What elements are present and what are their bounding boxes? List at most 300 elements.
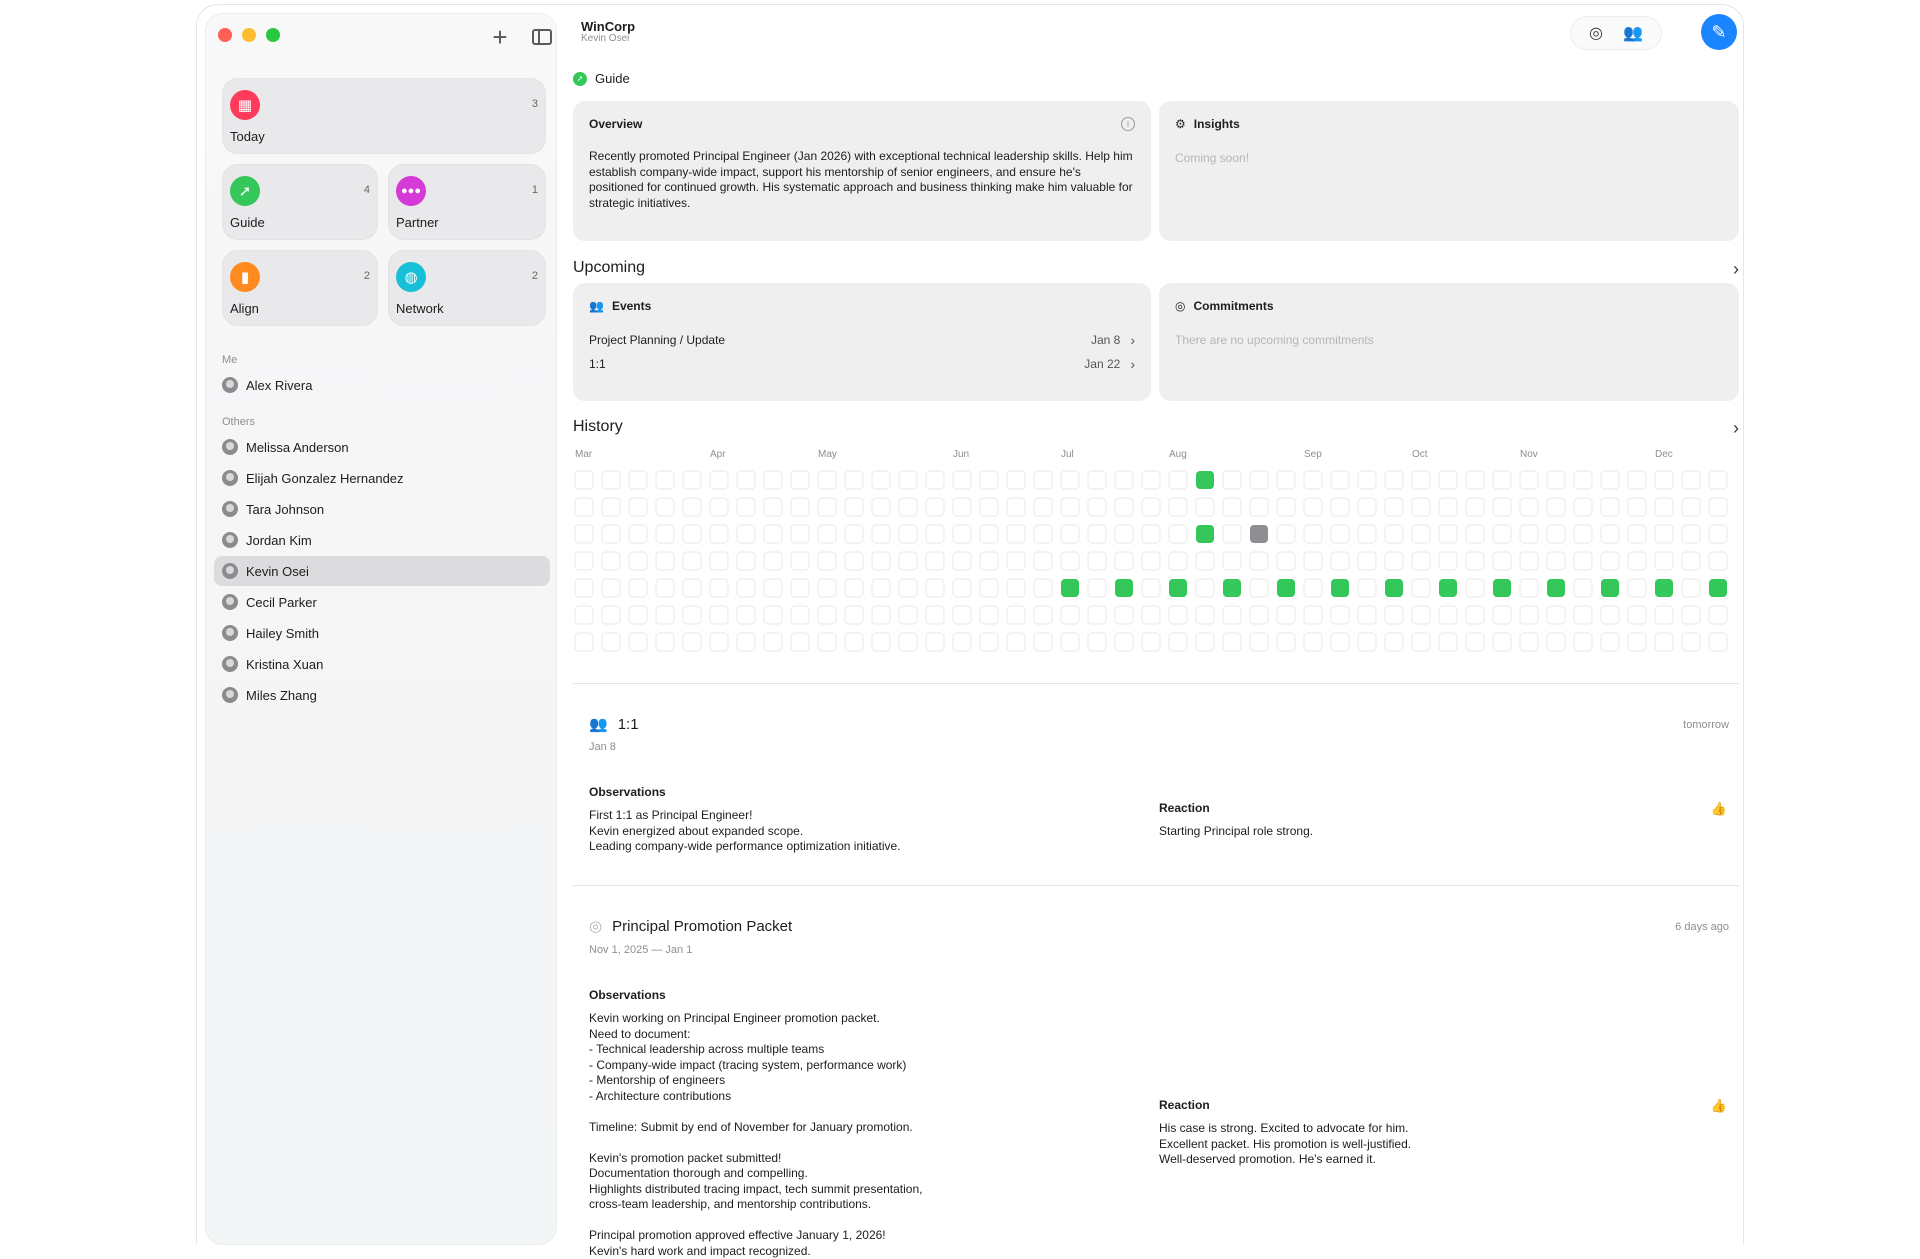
history-cell-empty[interactable] [1655,633,1673,651]
history-cell-empty[interactable] [1304,579,1322,597]
history-cell-empty[interactable] [872,633,890,651]
history-cell-empty[interactable] [980,552,998,570]
history-cell-empty[interactable] [737,633,755,651]
history-cell-empty[interactable] [1682,525,1700,543]
history-cell-empty[interactable] [683,471,701,489]
history-cell-empty[interactable] [1223,633,1241,651]
history-cell-active[interactable] [1196,471,1214,489]
history-cell-empty[interactable] [899,579,917,597]
history-cell-empty[interactable] [1709,525,1727,543]
sidebar-person[interactable] [214,494,550,524]
history-cell-empty[interactable] [1196,579,1214,597]
history-cell-empty[interactable] [1277,498,1295,516]
history-cell-empty[interactable] [656,552,674,570]
history-cell-empty[interactable] [1466,552,1484,570]
history-cell-empty[interactable] [737,606,755,624]
history-cell-empty[interactable] [1601,552,1619,570]
history-cell-empty[interactable] [1412,498,1430,516]
history-cell-empty[interactable] [1412,471,1430,489]
history-cell-empty[interactable] [683,525,701,543]
history-cell-empty[interactable] [710,606,728,624]
history-cell-empty[interactable] [791,525,809,543]
people-icon[interactable]: 👥 [1623,25,1643,42]
history-cell-active[interactable] [1061,579,1079,597]
history-cell-empty[interactable] [602,633,620,651]
history-cell-empty[interactable] [1439,525,1457,543]
history-cell-empty[interactable] [602,552,620,570]
history-cell-empty[interactable] [1277,525,1295,543]
history-cell-empty[interactable] [1682,606,1700,624]
history-cell-empty[interactable] [872,579,890,597]
history-cell-empty[interactable] [1628,633,1646,651]
history-cell-empty[interactable] [764,471,782,489]
history-cell-empty[interactable] [1277,633,1295,651]
sidebar-toggle-icon[interactable] [530,26,554,48]
entry-title[interactable] [589,917,792,935]
history-cell-empty[interactable] [1142,633,1160,651]
history-cell-empty[interactable] [791,633,809,651]
history-cell-empty[interactable] [953,525,971,543]
history-cell-empty[interactable] [1412,606,1430,624]
history-cell-empty[interactable] [1655,498,1673,516]
history-cell-empty[interactable] [1142,606,1160,624]
history-cell-empty[interactable] [710,525,728,543]
history-cell-empty[interactable] [1466,606,1484,624]
history-cell-empty[interactable] [1385,606,1403,624]
history-cell-empty[interactable] [629,525,647,543]
history-cell-empty[interactable] [1520,633,1538,651]
history-cell-empty[interactable] [602,525,620,543]
history-cell-empty[interactable] [1007,579,1025,597]
history-cell-empty[interactable] [1520,525,1538,543]
history-cell-active[interactable] [1277,579,1295,597]
history-cell-empty[interactable] [1520,579,1538,597]
history-cell-empty[interactable] [1385,552,1403,570]
history-cell-empty[interactable] [1196,633,1214,651]
history-cell-empty[interactable] [1520,552,1538,570]
history-cell-empty[interactable] [1088,579,1106,597]
history-cell-empty[interactable] [1115,633,1133,651]
history-cell-empty[interactable] [1088,498,1106,516]
history-cell-empty[interactable] [926,606,944,624]
history-cell-empty[interactable] [737,552,755,570]
history-cell-empty[interactable] [710,498,728,516]
history-cell-empty[interactable] [683,552,701,570]
history-cell-empty[interactable] [629,579,647,597]
history-cell-empty[interactable] [926,471,944,489]
history-cell-empty[interactable] [656,579,674,597]
history-cell-empty[interactable] [1034,471,1052,489]
history-cell-empty[interactable] [953,579,971,597]
history-cell-empty[interactable] [1169,525,1187,543]
tile-partner[interactable] [388,164,546,240]
history-cell-empty[interactable] [818,633,836,651]
history-cell-empty[interactable] [980,579,998,597]
history-cell-empty[interactable] [683,579,701,597]
sidebar-person[interactable] [214,587,550,617]
history-cell-empty[interactable] [1709,498,1727,516]
history-cell-empty[interactable] [710,579,728,597]
history-cell-empty[interactable] [845,606,863,624]
history-cell-empty[interactable] [818,498,836,516]
history-cell-empty[interactable] [1169,552,1187,570]
chevron-right-icon[interactable]: › [1733,259,1739,279]
close-window-button[interactable] [218,28,232,42]
history-cell-empty[interactable] [1574,606,1592,624]
history-cell-empty[interactable] [791,552,809,570]
history-cell-empty[interactable] [845,525,863,543]
history-cell-empty[interactable] [1493,471,1511,489]
history-cell-empty[interactable] [899,633,917,651]
history-cell-empty[interactable] [1628,471,1646,489]
sidebar-person-selected[interactable] [214,556,550,586]
history-cell-empty[interactable] [1547,633,1565,651]
history-cell-empty[interactable] [1547,525,1565,543]
sidebar-person[interactable] [214,463,550,493]
history-cell-active[interactable] [1655,579,1673,597]
history-cell-empty[interactable] [629,471,647,489]
history-cell-empty[interactable] [818,471,836,489]
history-cell-empty[interactable] [926,579,944,597]
history-cell-empty[interactable] [818,579,836,597]
history-cell-active[interactable] [1331,579,1349,597]
history-cell-empty[interactable] [1034,525,1052,543]
history-cell-empty[interactable] [1574,471,1592,489]
history-cell-empty[interactable] [1601,471,1619,489]
tile-guide[interactable] [222,164,378,240]
history-cell-empty[interactable] [683,606,701,624]
history-cell-empty[interactable] [1331,633,1349,651]
history-cell-empty[interactable] [1142,498,1160,516]
history-cell-empty[interactable] [602,579,620,597]
history-cell-empty[interactable] [1304,525,1322,543]
history-cell-empty[interactable] [953,606,971,624]
history-cell-empty[interactable] [1142,579,1160,597]
history-cell-empty[interactable] [629,606,647,624]
history-cell-empty[interactable] [1223,606,1241,624]
history-cell-empty[interactable] [1655,606,1673,624]
history-cell-empty[interactable] [1466,633,1484,651]
history-cell-empty[interactable] [1547,498,1565,516]
history-cell-empty[interactable] [1169,633,1187,651]
history-cell-active[interactable] [1601,579,1619,597]
history-cell-empty[interactable] [710,552,728,570]
chevron-right-icon[interactable]: › [1733,418,1739,438]
history-cell-empty[interactable] [899,471,917,489]
history-cell-empty[interactable] [1115,552,1133,570]
history-cell-empty[interactable] [764,633,782,651]
history-cell-empty[interactable] [764,579,782,597]
sidebar-person[interactable] [214,618,550,648]
history-cell-empty[interactable] [1169,471,1187,489]
history-cell-empty[interactable] [1601,606,1619,624]
history-cell-empty[interactable] [1115,606,1133,624]
history-cell-empty[interactable] [1304,633,1322,651]
history-cell-empty[interactable] [1574,525,1592,543]
history-cell-empty[interactable] [737,498,755,516]
history-cell-empty[interactable] [1574,633,1592,651]
history-cell-empty[interactable] [656,606,674,624]
history-cell-empty[interactable] [1061,498,1079,516]
history-cell-empty[interactable] [845,633,863,651]
history-cell-empty[interactable] [602,498,620,516]
history-cell-empty[interactable] [737,579,755,597]
history-cell-empty[interactable] [1196,498,1214,516]
history-cell-empty[interactable] [1601,525,1619,543]
history-cell-empty[interactable] [1682,498,1700,516]
history-cell-empty[interactable] [1061,633,1079,651]
history-cell-empty[interactable] [1007,525,1025,543]
history-cell-empty[interactable] [764,606,782,624]
history-cell-empty[interactable] [1331,471,1349,489]
history-cell-empty[interactable] [872,525,890,543]
history-cell-empty[interactable] [1439,471,1457,489]
history-cell-empty[interactable] [1196,552,1214,570]
history-cell-empty[interactable] [1034,633,1052,651]
history-cell-empty[interactable] [1304,471,1322,489]
history-cell-empty[interactable] [1358,525,1376,543]
history-cell-empty[interactable] [1250,552,1268,570]
history-cell-empty[interactable] [575,471,593,489]
history-cell-empty[interactable] [1547,471,1565,489]
history-cell-empty[interactable] [1385,633,1403,651]
history-cell-empty[interactable] [1358,552,1376,570]
history-cell-empty[interactable] [1385,498,1403,516]
history-cell-empty[interactable] [980,498,998,516]
history-cell-gray[interactable] [1250,525,1268,543]
history-cell-empty[interactable] [1331,525,1349,543]
history-cell-empty[interactable] [899,606,917,624]
history-cell-empty[interactable] [1412,579,1430,597]
history-cell-empty[interactable] [1007,633,1025,651]
history-cell-empty[interactable] [629,552,647,570]
history-cell-empty[interactable] [1061,471,1079,489]
history-cell-empty[interactable] [1547,606,1565,624]
minimize-window-button[interactable] [242,28,256,42]
history-cell-empty[interactable] [980,525,998,543]
history-cell-empty[interactable] [764,498,782,516]
history-cell-empty[interactable] [1601,498,1619,516]
history-cell-empty[interactable] [575,498,593,516]
history-cell-empty[interactable] [1115,525,1133,543]
history-cell-empty[interactable] [1493,525,1511,543]
history-cell-empty[interactable] [602,471,620,489]
history-cell-empty[interactable] [1574,498,1592,516]
history-cell-empty[interactable] [1115,471,1133,489]
history-cell-empty[interactable] [764,552,782,570]
history-cell-empty[interactable] [1304,498,1322,516]
history-cell-empty[interactable] [1520,606,1538,624]
history-cell-empty[interactable] [1277,471,1295,489]
history-cell-empty[interactable] [953,498,971,516]
history-cell-empty[interactable] [1331,606,1349,624]
history-cell-empty[interactable] [1628,606,1646,624]
history-cell-empty[interactable] [1655,471,1673,489]
history-cell-empty[interactable] [1439,633,1457,651]
history-cell-empty[interactable] [1709,606,1727,624]
sidebar-person[interactable] [214,525,550,555]
history-cell-empty[interactable] [1088,525,1106,543]
history-cell-empty[interactable] [1250,498,1268,516]
history-cell-empty[interactable] [791,471,809,489]
history-cell-active[interactable] [1115,579,1133,597]
history-cell-empty[interactable] [1007,498,1025,516]
history-cell-empty[interactable] [1169,498,1187,516]
history-cell-empty[interactable] [1088,471,1106,489]
history-cell-empty[interactable] [1628,498,1646,516]
history-cell-empty[interactable] [845,579,863,597]
history-cell-empty[interactable] [1358,606,1376,624]
history-cell-empty[interactable] [1250,606,1268,624]
history-cell-empty[interactable] [926,498,944,516]
history-cell-empty[interactable] [1709,471,1727,489]
history-cell-empty[interactable] [602,606,620,624]
history-cell-empty[interactable] [1061,552,1079,570]
history-cell-empty[interactable] [575,606,593,624]
history-cell-empty[interactable] [872,471,890,489]
event-row[interactable] [589,355,1135,373]
tile-align[interactable] [222,250,378,326]
history-cell-empty[interactable] [1655,525,1673,543]
history-cell-empty[interactable] [953,552,971,570]
history-cell-empty[interactable] [1466,525,1484,543]
history-cell-empty[interactable] [818,606,836,624]
history-cell-empty[interactable] [818,525,836,543]
history-cell-empty[interactable] [1412,633,1430,651]
history-cell-empty[interactable] [1385,471,1403,489]
history-cell-empty[interactable] [1115,498,1133,516]
history-cell-empty[interactable] [872,498,890,516]
history-cell-empty[interactable] [1358,633,1376,651]
history-cell-empty[interactable] [980,606,998,624]
history-cell-empty[interactable] [1061,525,1079,543]
history-cell-empty[interactable] [1493,633,1511,651]
history-cell-empty[interactable] [1412,552,1430,570]
history-cell-empty[interactable] [656,525,674,543]
history-cell-empty[interactable] [1574,579,1592,597]
tile-today[interactable] [222,78,546,154]
history-cell-active[interactable] [1223,579,1241,597]
history-cell-empty[interactable] [1709,552,1727,570]
history-cell-active[interactable] [1169,579,1187,597]
history-cell-empty[interactable] [926,633,944,651]
history-cell-active[interactable] [1547,579,1565,597]
sidebar-person[interactable] [214,432,550,462]
sidebar-person[interactable] [214,680,550,710]
history-cell-empty[interactable] [872,552,890,570]
history-cell-empty[interactable] [1088,552,1106,570]
history-cell-empty[interactable] [1304,606,1322,624]
history-cell-empty[interactable] [1439,498,1457,516]
history-cell-empty[interactable] [1493,606,1511,624]
history-cell-empty[interactable] [1385,525,1403,543]
history-cell-empty[interactable] [1331,498,1349,516]
history-cell-empty[interactable] [1547,552,1565,570]
tile-network[interactable] [388,250,546,326]
history-cell-empty[interactable] [1709,633,1727,651]
history-cell-empty[interactable] [818,552,836,570]
history-cell-empty[interactable] [899,498,917,516]
history-cell-empty[interactable] [1007,606,1025,624]
history-cell-active[interactable] [1439,579,1457,597]
history-cell-empty[interactable] [1034,498,1052,516]
zoom-window-button[interactable] [266,28,280,42]
history-cell-empty[interactable] [575,552,593,570]
history-cell-empty[interactable] [1358,471,1376,489]
history-cell-empty[interactable] [1061,606,1079,624]
history-cell-empty[interactable] [1034,606,1052,624]
history-cell-empty[interactable] [575,579,593,597]
history-cell-empty[interactable] [1628,552,1646,570]
history-cell-empty[interactable] [683,498,701,516]
event-row[interactable] [589,331,1135,349]
history-cell-empty[interactable] [683,633,701,651]
history-cell-empty[interactable] [1034,579,1052,597]
history-cell-empty[interactable] [1277,606,1295,624]
history-cell-empty[interactable] [656,633,674,651]
history-cell-empty[interactable] [1574,552,1592,570]
history-cell-empty[interactable] [1196,606,1214,624]
history-cell-empty[interactable] [791,579,809,597]
history-cell-active[interactable] [1493,579,1511,597]
history-cell-empty[interactable] [1250,471,1268,489]
history-cell-empty[interactable] [1439,552,1457,570]
history-cell-empty[interactable] [1628,579,1646,597]
sidebar-person-me[interactable] [214,370,550,400]
history-cell-empty[interactable] [872,606,890,624]
target-icon[interactable]: ◎ [1589,25,1603,42]
history-cell-empty[interactable] [1142,471,1160,489]
history-cell-empty[interactable] [845,552,863,570]
history-cell-empty[interactable] [1088,606,1106,624]
history-cell-empty[interactable] [1142,525,1160,543]
history-cell-empty[interactable] [1520,471,1538,489]
history-cell-empty[interactable] [1223,498,1241,516]
history-cell-empty[interactable] [656,471,674,489]
history-cell-empty[interactable] [1682,633,1700,651]
history-cell-empty[interactable] [1601,633,1619,651]
history-cell-empty[interactable] [899,525,917,543]
history-cell-active[interactable] [1385,579,1403,597]
history-cell-empty[interactable] [1169,606,1187,624]
history-cell-empty[interactable] [845,498,863,516]
history-cell-empty[interactable] [1466,471,1484,489]
history-cell-empty[interactable] [1277,552,1295,570]
history-cell-empty[interactable] [953,471,971,489]
history-cell-empty[interactable] [926,552,944,570]
history-cell-empty[interactable] [1088,633,1106,651]
info-icon[interactable]: i [1121,117,1135,131]
history-cell-empty[interactable] [737,525,755,543]
history-cell-empty[interactable] [1682,471,1700,489]
history-cell-empty[interactable] [1358,498,1376,516]
history-cell-empty[interactable] [980,633,998,651]
history-cell-active[interactable] [1196,525,1214,543]
history-cell-empty[interactable] [1304,552,1322,570]
history-cell-empty[interactable] [1007,471,1025,489]
history-cell-empty[interactable] [1493,552,1511,570]
history-cell-empty[interactable] [629,633,647,651]
history-cell-empty[interactable] [1358,579,1376,597]
history-cell-empty[interactable] [1034,552,1052,570]
add-icon[interactable]: + [492,22,508,52]
history-cell-empty[interactable] [1466,498,1484,516]
history-cell-empty[interactable] [1250,579,1268,597]
history-cell-empty[interactable] [1142,552,1160,570]
sidebar-person[interactable] [214,649,550,679]
history-cell-empty[interactable] [737,471,755,489]
history-cell-empty[interactable] [710,633,728,651]
